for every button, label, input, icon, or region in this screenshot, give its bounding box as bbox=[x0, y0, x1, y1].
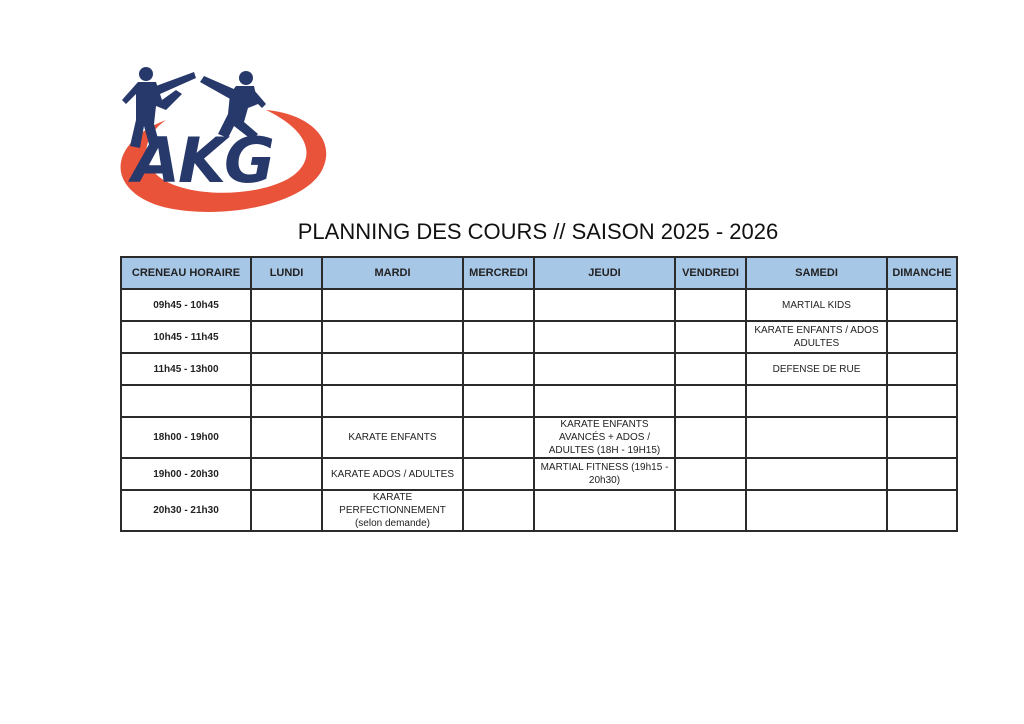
logo-text: AKG bbox=[132, 124, 273, 197]
table-row bbox=[121, 353, 957, 385]
course-cell: MARTIAL FITNESS (19h15 - 20h30) bbox=[534, 458, 675, 490]
empty-cell bbox=[534, 321, 675, 353]
empty-cell bbox=[322, 385, 463, 417]
empty-cell bbox=[463, 321, 534, 353]
empty-cell bbox=[251, 289, 322, 321]
empty-cell bbox=[463, 289, 534, 321]
time-slot: 09h45 - 10h45 bbox=[121, 289, 251, 321]
empty-cell bbox=[251, 321, 322, 353]
empty-cell bbox=[463, 353, 534, 385]
empty-cell bbox=[887, 385, 957, 417]
course-cell: KARATE ENFANTS bbox=[322, 417, 463, 458]
empty-cell bbox=[675, 289, 746, 321]
empty-cell bbox=[887, 458, 957, 490]
course-cell: KARATE ADOS / ADULTES bbox=[322, 458, 463, 490]
empty-cell bbox=[534, 353, 675, 385]
column-header: LUNDI bbox=[251, 257, 322, 289]
empty-cell bbox=[746, 458, 887, 490]
table-row bbox=[121, 490, 957, 531]
empty-cell bbox=[887, 417, 957, 458]
column-header: JEUDI bbox=[534, 257, 675, 289]
empty-cell bbox=[534, 385, 675, 417]
empty-cell bbox=[675, 353, 746, 385]
akg-logo bbox=[116, 64, 330, 216]
header-row bbox=[121, 257, 957, 289]
empty-cell bbox=[675, 458, 746, 490]
time-slot: 10h45 - 11h45 bbox=[121, 321, 251, 353]
column-header: VENDREDI bbox=[675, 257, 746, 289]
course-cell: KARATE PERFECTIONNEMENT (selon demande) bbox=[322, 490, 463, 531]
empty-cell bbox=[463, 417, 534, 458]
empty-cell bbox=[675, 321, 746, 353]
column-header: CRENEAU HORAIRE bbox=[121, 257, 251, 289]
column-header: DIMANCHE bbox=[887, 257, 957, 289]
empty-cell bbox=[534, 289, 675, 321]
schedule-table bbox=[120, 256, 958, 532]
empty-cell bbox=[463, 490, 534, 531]
empty-cell bbox=[887, 490, 957, 531]
course-cell: MARTIAL KIDS bbox=[746, 289, 887, 321]
column-header: MERCREDI bbox=[463, 257, 534, 289]
empty-cell bbox=[746, 417, 887, 458]
course-cell: DEFENSE DE RUE bbox=[746, 353, 887, 385]
table-row bbox=[121, 289, 957, 321]
empty-cell bbox=[463, 458, 534, 490]
empty-cell bbox=[675, 385, 746, 417]
empty-cell bbox=[887, 321, 957, 353]
schedule-body bbox=[121, 289, 957, 531]
empty-cell bbox=[322, 353, 463, 385]
table-row bbox=[121, 458, 957, 490]
time-slot bbox=[121, 385, 251, 417]
empty-cell bbox=[887, 353, 957, 385]
page-title: PLANNING DES COURS // SAISON 2025 - 2026 bbox=[297, 219, 779, 244]
table-row bbox=[121, 321, 957, 353]
empty-cell bbox=[534, 490, 675, 531]
empty-cell bbox=[251, 385, 322, 417]
empty-cell bbox=[746, 490, 887, 531]
time-slot: 11h45 - 13h00 bbox=[121, 353, 251, 385]
empty-cell bbox=[251, 458, 322, 490]
empty-cell bbox=[251, 490, 322, 531]
time-slot: 18h00 - 19h00 bbox=[121, 417, 251, 458]
time-slot: 20h30 - 21h30 bbox=[121, 490, 251, 531]
course-cell: KARATE ENFANTS / ADOS ADULTES bbox=[746, 321, 887, 353]
empty-cell bbox=[675, 490, 746, 531]
empty-cell bbox=[322, 321, 463, 353]
empty-cell bbox=[675, 417, 746, 458]
empty-cell bbox=[251, 353, 322, 385]
empty-cell bbox=[251, 417, 322, 458]
time-slot: 19h00 - 20h30 bbox=[121, 458, 251, 490]
column-header: SAMEDI bbox=[746, 257, 887, 289]
table-row bbox=[121, 385, 957, 417]
empty-cell bbox=[887, 289, 957, 321]
course-cell: KARATE ENFANTS AVANCÉS + ADOS / ADULTES (18H - 19H15) bbox=[534, 417, 675, 458]
empty-cell bbox=[463, 385, 534, 417]
empty-cell bbox=[746, 385, 887, 417]
empty-cell bbox=[322, 289, 463, 321]
table-row bbox=[121, 417, 957, 458]
column-header: MARDI bbox=[322, 257, 463, 289]
